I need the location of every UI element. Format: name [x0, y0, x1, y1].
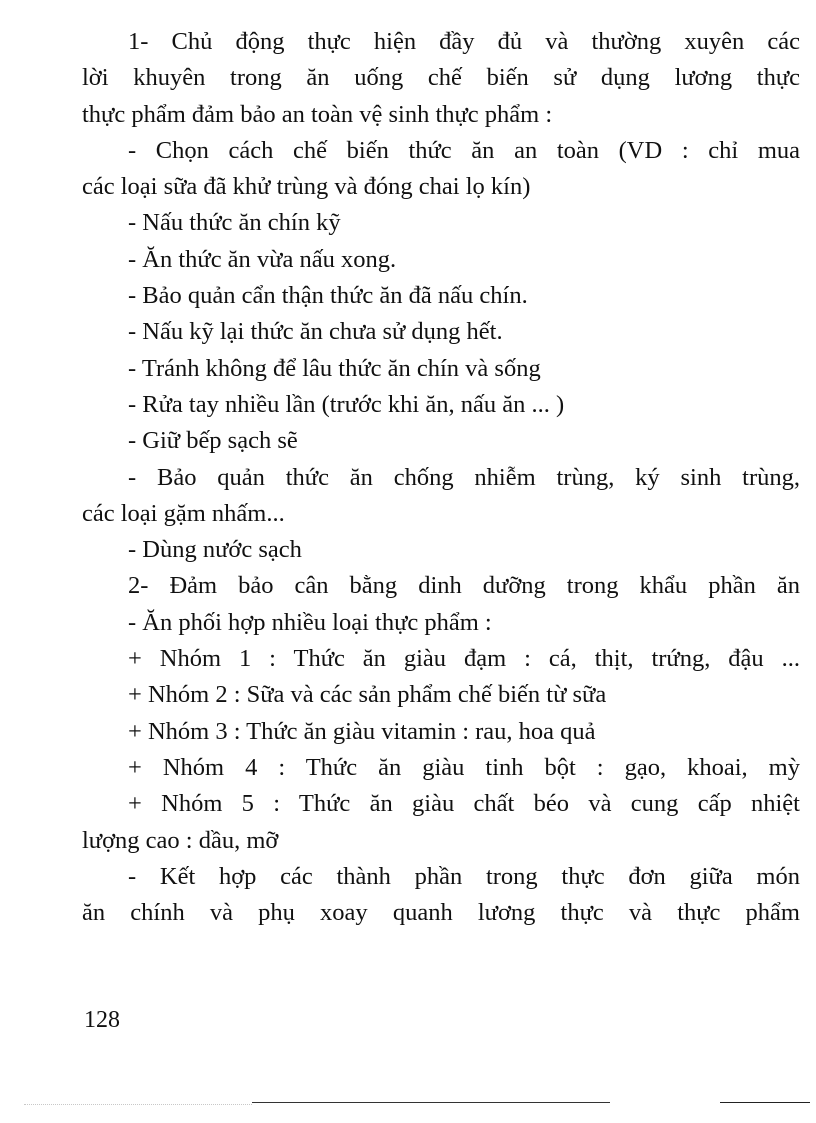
text-line: - Tránh không để lâu thức ăn chín và sống — [128, 354, 541, 382]
text-line: các loại gặm nhấm... — [82, 499, 285, 527]
text-line: + Nhóm 5 : Thức ăn giàu chất béo và cung cấp nhiệt — [128, 790, 800, 818]
text-line: ăn chính và phụ xoay quanh lương thực và thực phẩm — [82, 899, 800, 927]
text-line: - Giữ bếp sạch sẽ — [128, 427, 298, 455]
text-line: - Rửa tay nhiều lần (trước khi ăn, nấu ăn ... ) — [128, 390, 565, 418]
text-line: lượng cao : dầu, mỡ — [82, 826, 279, 854]
text-line: - Chọn cách chế biến thức ăn an toàn (VD : chỉ mua — [128, 136, 800, 164]
footer-rule — [720, 1102, 810, 1103]
text-line: + Nhóm 3 : Thức ăn giàu vitamin : rau, hoa quả — [128, 717, 596, 745]
text-line: - Bảo quản cẩn thận thức ăn đã nấu chín. — [128, 282, 528, 310]
text-line: thực phẩm đảm bảo an toàn vệ sinh thực phẩm : — [82, 100, 553, 128]
body-text — [82, 24, 800, 931]
text-line: - Nấu thức ăn chín kỹ — [128, 209, 341, 237]
page-number: 128 — [84, 1007, 120, 1033]
text-line: + Nhóm 2 : Sữa và các sản phẩm chế biến từ sữa — [128, 681, 607, 709]
text-line: - Ăn phối hợp nhiều loại thực phẩm : — [128, 608, 492, 636]
footer-rule — [252, 1102, 610, 1103]
text-line: + Nhóm 4 : Thức ăn giàu tinh bột : gạo, khoai, mỳ — [128, 753, 800, 781]
text-line: - Ăn thức ăn vừa nấu xong. — [128, 245, 397, 273]
scan-edge-line — [24, 1104, 252, 1105]
text-line: + Nhóm 1 : Thức ăn giàu đạm : cá, thịt, trứng, đậu ... — [128, 645, 800, 673]
text-line: - Dùng nước sạch — [128, 536, 302, 564]
text-line: lời khuyên trong ăn uống chế biến sử dụng lương thực — [82, 64, 800, 92]
text-line: 2- Đảm bảo cân bằng dinh dưỡng trong khẩu phần ăn — [128, 572, 800, 600]
text-line: - Nấu kỹ lại thức ăn chưa sử dụng hết. — [128, 318, 503, 346]
text-line: - Kết hợp các thành phần trong thực đơn giữa món — [128, 862, 800, 890]
text-line: - Bảo quản thức ăn chống nhiễm trùng, ký sinh trùng, — [128, 463, 800, 491]
text-line: 1- Chủ động thực hiện đầy đủ và thường xuyên các — [128, 28, 800, 55]
text-line: các loại sữa đã khử trùng và đóng chai lọ kín) — [82, 173, 531, 201]
